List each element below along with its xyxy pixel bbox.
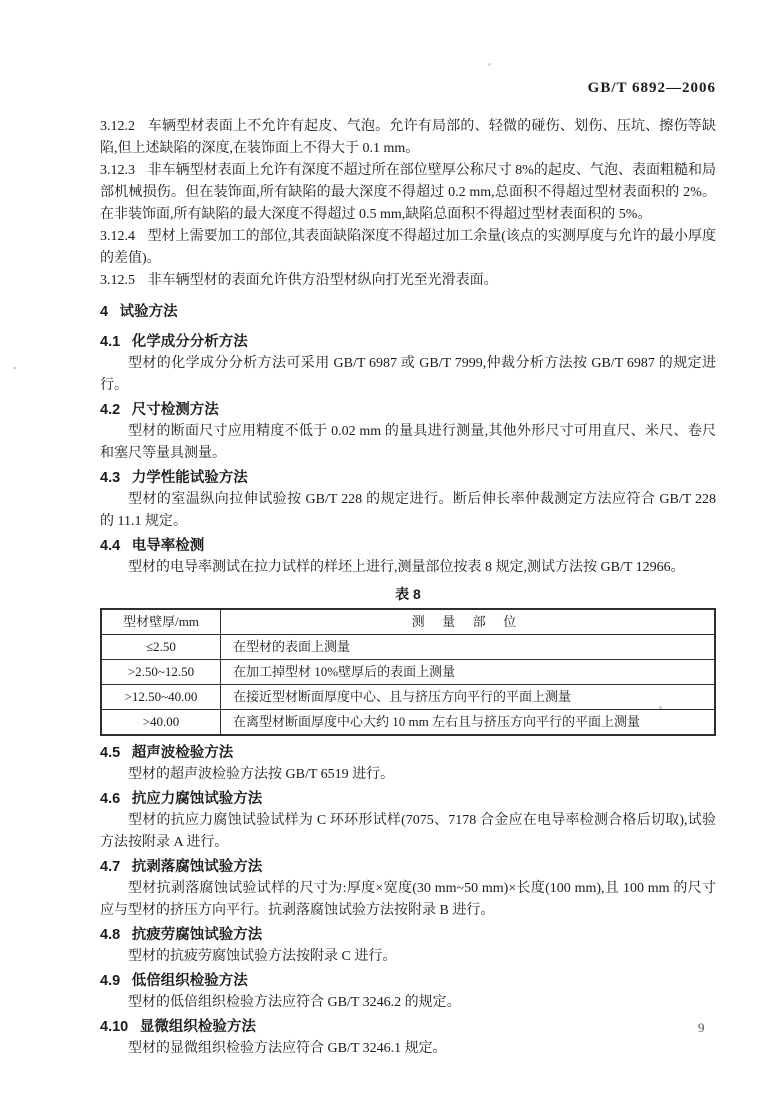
table-title: 表 8 (395, 586, 421, 602)
clause-text: 非车辆型材的表面允许供方沿型材纵向打光至光滑表面。 (147, 273, 498, 288)
clause-text: 车辆型材表面上不允许有起皮、气泡。允许有局部的、轻微的碰伤、划伤、压坑、擦伤等缺陷,但上述缺陷的深度,在装饰面上不得大于 0.1 mm。 (100, 119, 716, 156)
table-cell-thickness: ≤2.50 (101, 635, 221, 660)
clause-3-12-5 (100, 270, 716, 292)
subsection-title: 显微组织检验方法 (139, 1019, 256, 1035)
page-number: 9 (698, 1020, 705, 1035)
subsection-heading-4-2 (100, 399, 716, 421)
subsection-heading-4-4 (100, 535, 716, 557)
subsection-body-4-7: 型材抗剥落腐蚀试验试样的尺寸为:厚度×宽度(30 mm~50 mm)×长度(100 mm),且 100 mm 的尺寸应与型材的挤压方向平行。抗剥落腐蚀试验方法按附录 B 进行。 (100, 881, 716, 918)
clause-number: 3.12.3 (100, 163, 135, 178)
subsection-heading-4-3 (100, 467, 716, 489)
subsection-body-4-10: 型材的显微组织检验方法应符合 GB/T 3246.1 规定。 (128, 1041, 447, 1056)
subsection-title: 力学性能试验方法 (131, 470, 248, 486)
subsection-body-4-2: 型材的断面尺寸应用精度不低于 0.02 mm 的量具进行测量,其他外形尺寸可用直尺、米尺、卷尺和塞尺等量具测量。 (100, 424, 716, 461)
chapter-number: 4 (100, 304, 109, 320)
clause-number: 3.12.5 (100, 273, 135, 288)
subsection-body-4-6: 型材的抗应力腐蚀试验试样为 C 环环形试样(7075、7178 合金应在电导率检测合格后切取),试验方法按附录 A 进行。 (100, 813, 716, 850)
clause-3-12-2 (100, 116, 716, 160)
table-row (101, 635, 715, 660)
subsection-body-4-3: 型材的室温纵向拉伸试验按 GB/T 228 的规定进行。断后伸长率仲裁测定方法应符合 GB/T 228 的 11.1 规定。 (100, 492, 716, 529)
standard-number: GB/T 6892—2006 (587, 80, 716, 96)
table-row (101, 660, 715, 685)
subsection-heading-4-10 (100, 1016, 716, 1038)
scan-artifact (659, 706, 662, 709)
clause-3-12-3 (100, 160, 716, 226)
subsection-number: 4.3 (100, 470, 121, 486)
chapter-heading (100, 301, 716, 323)
subsection-number: 4.2 (100, 402, 121, 418)
table-cell-position: 在型材的表面上测量 (221, 635, 716, 660)
table-cell-position: 在离型材断面厚度中心大约 10 mm 左右且与挤压方向平行的平面上测量 (221, 710, 716, 736)
table-row (101, 710, 715, 736)
subsection-body-4-4: 型材的电导率测试在拉力试样的样坯上进行,测量部位按表 8 规定,测试方法按 GB/T 12966。 (128, 560, 685, 575)
clause-text: 型材上需要加工的部位,其表面缺陷深度不得超过加工余量(该点的实测厚度与允许的最小厚度的差值)。 (100, 229, 716, 266)
subsection-number: 4.10 (100, 1019, 129, 1035)
table-cell-position: 在接近型材断面厚度中心、且与挤压方向平行的平面上测量 (221, 685, 716, 710)
subsection-title: 尺寸检测方法 (131, 402, 219, 418)
chapter-title: 试验方法 (119, 304, 178, 320)
subsection-title: 化学成分分析方法 (131, 334, 248, 350)
subsection-body-4-1: 型材的化学成分分析方法可采用 GB/T 6987 或 GB/T 7999,仲裁分析方法按 GB/T 6987 的规定进行。 (100, 356, 716, 393)
subsection-title: 抗疲劳腐蚀试验方法 (131, 927, 263, 943)
table-cell-thickness: >2.50~12.50 (101, 660, 221, 685)
page-content (100, 108, 716, 1060)
subsection-title: 超声波检验方法 (131, 745, 234, 761)
subsection-body-4-8: 型材的抗疲劳腐蚀试验方法按附录 C 进行。 (128, 949, 397, 964)
subsection-title: 抗剥落腐蚀试验方法 (131, 859, 263, 875)
subsection-number: 4.6 (100, 791, 121, 807)
subsection-number: 4.7 (100, 859, 121, 875)
subsection-number: 4.8 (100, 927, 121, 943)
subsection-body-4-9: 型材的低倍组织检验方法应符合 GB/T 3246.2 的规定。 (128, 995, 461, 1010)
page-header (100, 80, 716, 97)
subsection-heading-4-5 (100, 742, 716, 764)
subsection-title: 低倍组织检验方法 (131, 973, 248, 989)
subsection-number: 4.1 (100, 334, 121, 350)
table-cell-thickness: >40.00 (101, 710, 221, 736)
clause-text: 非车辆型材表面上允许有深度不超过所在部位壁厚公称尺寸 8%的起皮、气泡、表面粗糙和局部机械损伤。但在装饰面,所有缺陷的最大深度不得超过 0.2 mm,总面积不得超过型材表面积的 2%。在非装饰面,所有缺陷的最大深度不得超过 0.5 mm,缺陷总面积不得超过型材表面积的 5%。 (100, 163, 716, 222)
subsection-heading-4-9 (100, 970, 716, 992)
subsection-number: 4.4 (100, 538, 121, 554)
scan-artifact (13, 367, 16, 369)
clause-number: 3.12.4 (100, 229, 135, 244)
subsection-heading-4-6 (100, 788, 716, 810)
clause-number: 3.12.2 (100, 119, 135, 134)
table-cell-thickness: >12.50~40.00 (101, 685, 221, 710)
table-col-header-measure-position: 测 量 部 位 (221, 609, 716, 635)
table-col-header-wall-thickness: 型材壁厚/mm (101, 609, 221, 635)
subsection-body-4-5: 型材的超声波检验方法按 GB/T 6519 进行。 (128, 767, 395, 782)
table-8 (100, 608, 716, 736)
scan-artifact (488, 63, 491, 66)
subsection-heading-4-1 (100, 331, 716, 353)
subsection-title: 抗应力腐蚀试验方法 (131, 791, 263, 807)
subsection-heading-4-7 (100, 856, 716, 878)
subsection-number: 4.5 (100, 745, 121, 761)
subsection-heading-4-8 (100, 924, 716, 946)
table-cell-position: 在加工掉型材 10%壁厚后的表面上测量 (221, 660, 716, 685)
table-row (101, 685, 715, 710)
clause-3-12-4 (100, 226, 716, 270)
subsection-title: 电导率检测 (131, 538, 205, 554)
table-header-row (101, 609, 715, 635)
subsection-number: 4.9 (100, 973, 121, 989)
